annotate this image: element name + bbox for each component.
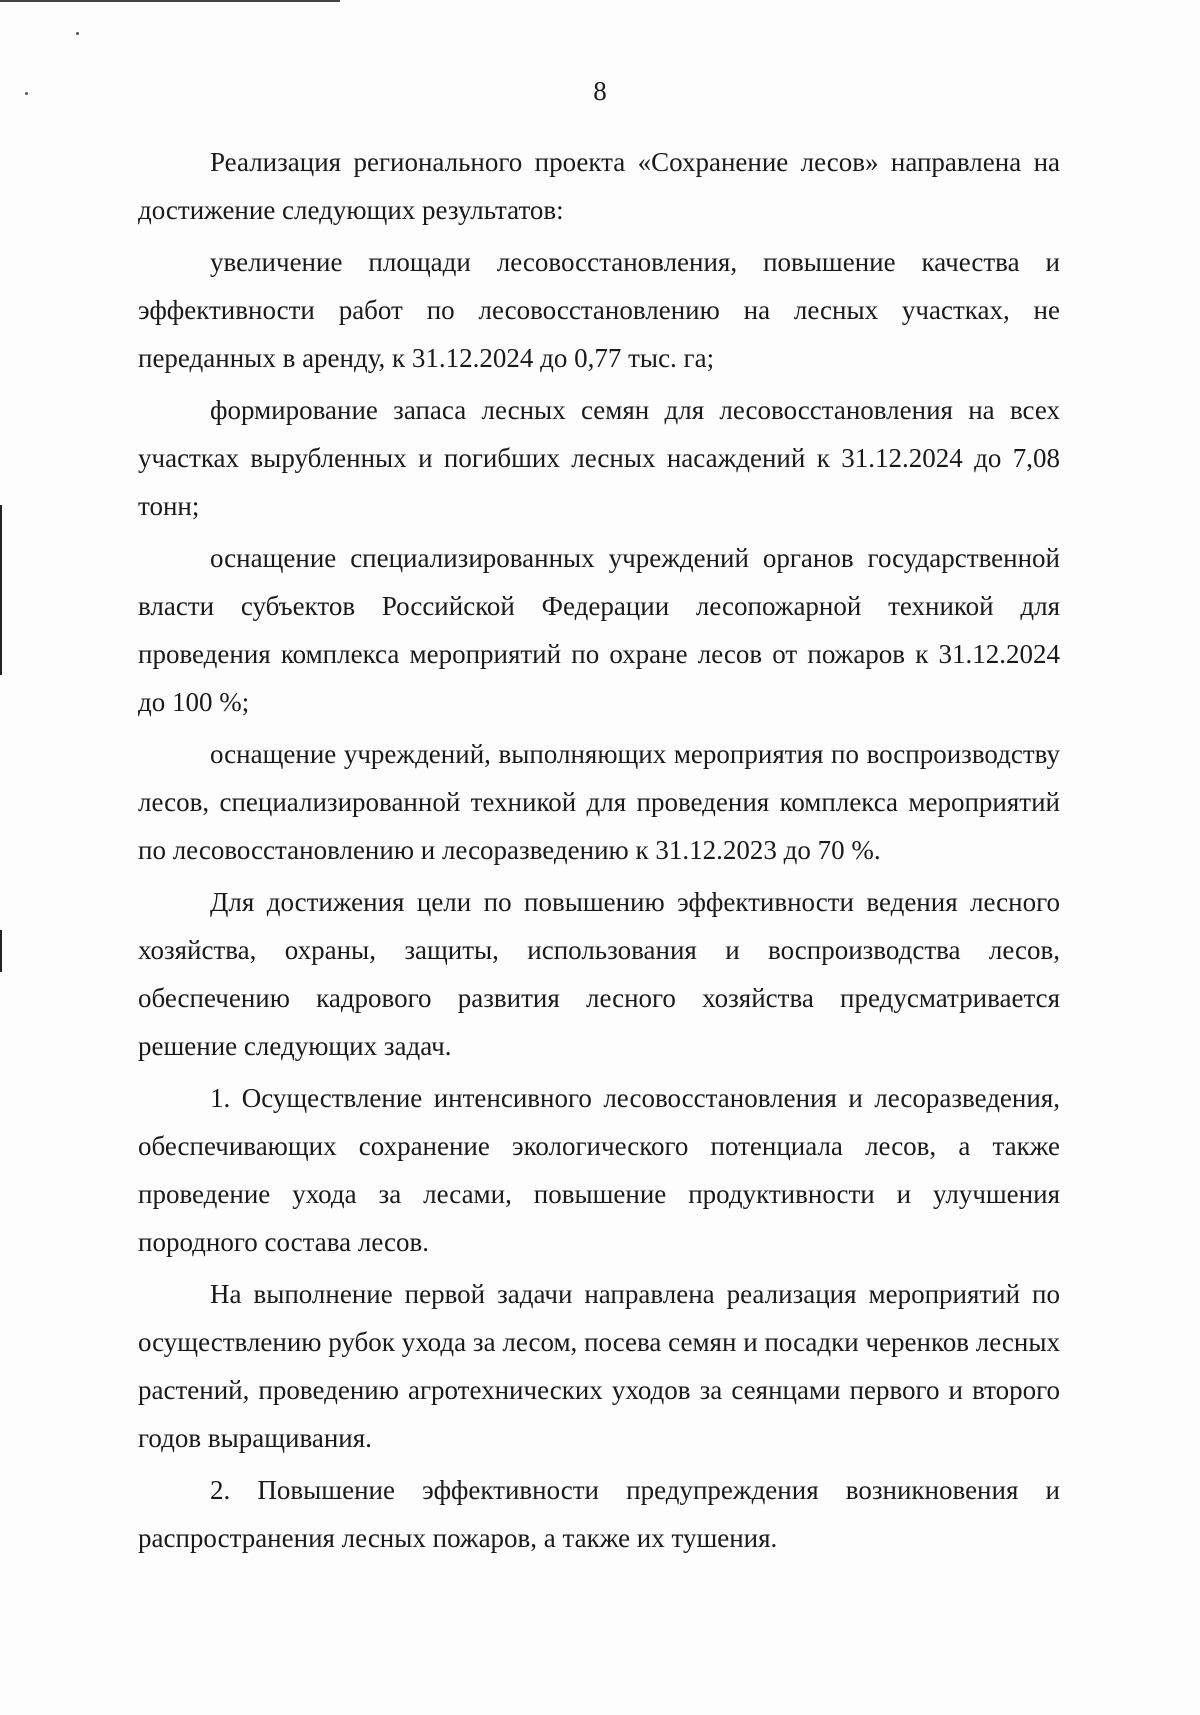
- paragraph: На выполнение первой задачи направлена реализация мероприятий по осуществлению рубок ухода за лесом, посева семян и посадки черенков лесных растений, проведению агротехнических уходов за сеянцами первого и второго годов выращивания.: [138, 1279, 1060, 1453]
- page-number: 8: [593, 76, 607, 106]
- paragraph: Для достижения цели по повышению эффективности ведения лесного хозяйства, охраны, защиты, использования и воспроизводства лесов, обеспечению кадрового развития лесного хозяйства предусматривается решение следующих задач.: [138, 887, 1060, 1061]
- paragraph: Реализация регионального проекта «Сохранение лесов» направлена на достижение следующих результатов:: [138, 147, 1060, 225]
- scan-dot: [76, 32, 79, 35]
- document-body: [138, 138, 1060, 1562]
- paragraph: оснащение учреждений, выполняющих мероприятия по воспроизводству лесов, специализированной техникой для проведения комплекса мероприятий по лесовосстановлению и лесоразведению к 31.12.2023 до 70 %.: [138, 739, 1060, 865]
- paragraph: 1. Осуществление интенсивного лесовосстановления и лесоразведения, обеспечивающих сохранение экологического потенциала лесов, а также проведение ухода за лесами, повышение продуктивности и улучшения породного состава лесов.: [138, 1083, 1060, 1257]
- paragraph: формирование запаса лесных семян для лесовосстановления на всех участках вырубленных и погибших лесных насаждений к 31.12.2024 до 7,08 тонн;: [138, 395, 1060, 521]
- paragraph: 2. Повышение эффективности предупреждения возникновения и распространения лесных пожаров, а также их тушения.: [138, 1475, 1060, 1553]
- paragraph: оснащение специализированных учреждений органов государственной власти субъектов Российской Федерации лесопожарной техникой для проведения комплекса мероприятий по охране лесов от пожаров к 31.12.2024 до 100 %;: [138, 543, 1060, 717]
- scan-artifact-top-line: [0, 0, 340, 2]
- scan-artifact-left-mark-2: [0, 930, 2, 972]
- scan-artifact-left-mark-1: [0, 505, 2, 675]
- paragraph: увеличение площади лесовосстановления, повышение качества и эффективности работ по лесовосстановлению на лесных участках, не переданных в аренду, к 31.12.2024 до 0,77 тыс. га;: [138, 247, 1060, 373]
